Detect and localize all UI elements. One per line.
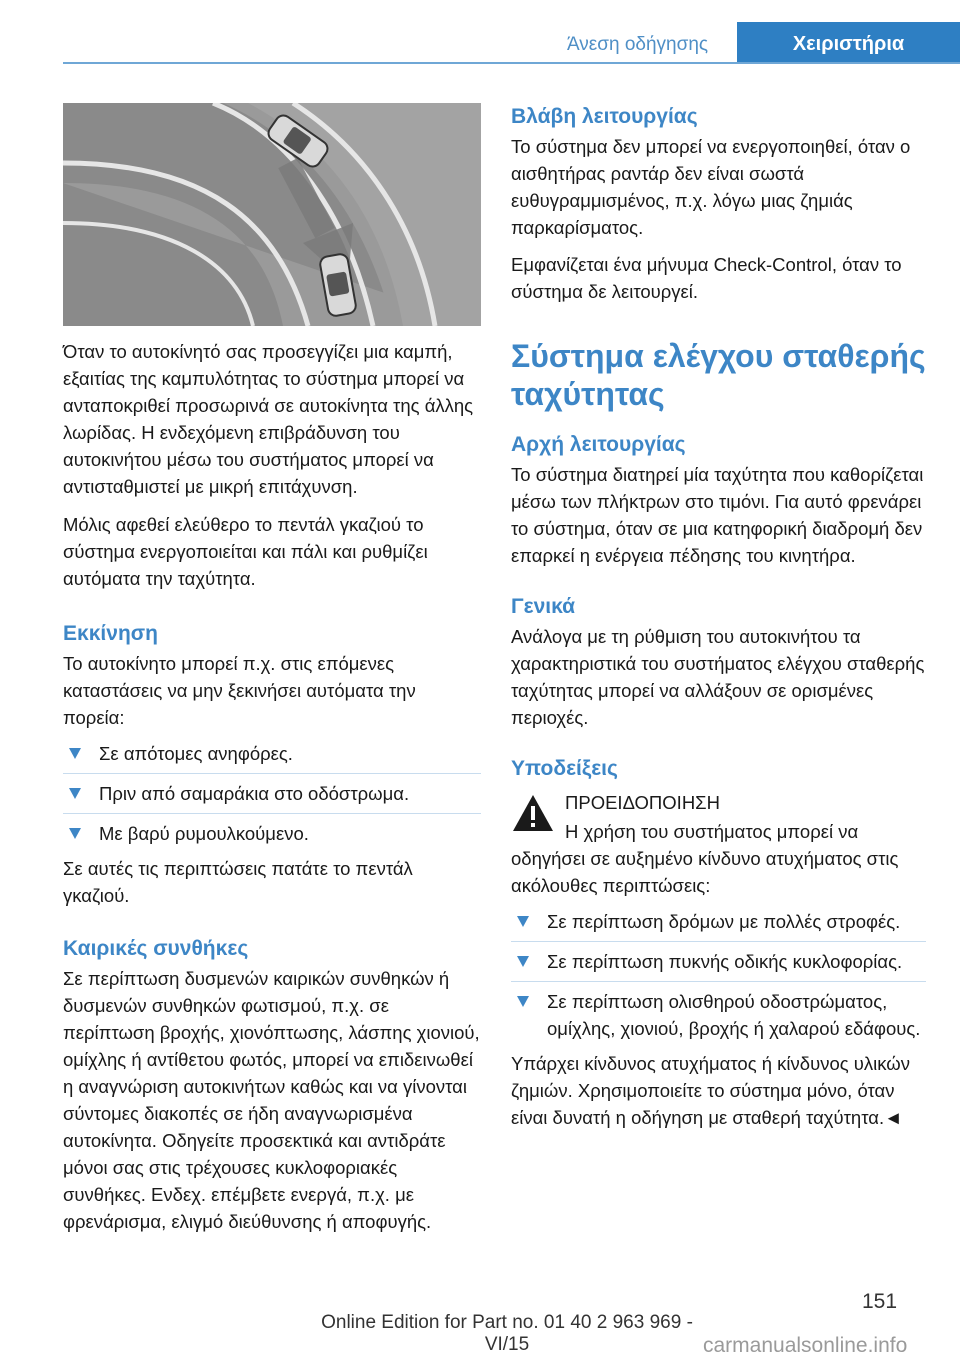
- warning-triangle-icon: [511, 793, 555, 833]
- header-chapter-tab: Χειριστήρια: [737, 22, 960, 64]
- header-divider: [63, 62, 960, 64]
- cruise-control-title: Σύστημα ελέγχου σταθερής ταχύτητας: [511, 338, 926, 412]
- page-number: 151: [862, 1290, 898, 1313]
- start-heading: Εκκίνηση: [63, 622, 158, 645]
- header-section-title: Άνεση οδήγησης: [566, 34, 709, 55]
- start-paragraph: Το αυτοκίνητο μπορεί π.χ. στις επόμενες καταστάσεις να μην ξεκινήσει αυτόματα την πορεία:: [63, 653, 416, 728]
- list-item: Σε απότομες ανηφόρες.: [63, 736, 481, 773]
- bullet-triangle-icon: [69, 828, 81, 839]
- closing-paragraph: Υπάρχει κίνδυνος ατυχήματος ή κίνδυνος υλικών ζημιών. Χρησιμοποιείτε το σύστημα μόνο, όταν είναι δυνατή η οδήγηση με σταθερή ταχύτητα.◄: [511, 1053, 910, 1128]
- curve-lane-illustration: [63, 103, 481, 326]
- intro-paragraph: Όταν το αυτοκίνητό σας προσεγγίζει μια καμπή, εξαιτίας της καμπυλότητας το σύστημα μπορεί να ανταποκριθεί προσωρινά σε αυτοκίνητα της άλλης λωρίδας. Η ενδεχόμενη επιβράδυνση του αυτοκινήτου μέσω του συστήματος μπορεί να αντισταθμιστεί με μικρή επιτάχυνση.: [63, 341, 474, 497]
- general-heading: Γενικά: [511, 595, 576, 618]
- warning-list: [511, 904, 926, 1046]
- bullet-triangle-icon: [517, 916, 529, 927]
- bullet-triangle-icon: [69, 788, 81, 799]
- malfunction-heading: Βλάβη λειτουργίας: [511, 105, 698, 128]
- weather-paragraph: Σε περίπτωση δυσμενών καιρικών συνθηκών ή δυσμενών συνθηκών φωτισμού, π.χ. σε περίπτωση βροχής, χιονόπτωσης, λάσπης χιονιού, ομίχλης ή αντίθετου φωτός, μπορεί να επιδεινωθεί η αναγνώριση αυτοκινήτων καθώς και να γίνονται σύντομες διακοπές σε ήδη αναγνωρισμένα αυτοκίνητα. Οδηγείτε προσεκτικά και αντιδράτε μόνοι σας στις τρέχουσες κυκλοφοριακές συνθήκες. Ενδεχ. επέμβετε ενεργά, π.χ. με φρενάρισμα, ελιγμό διεύθυνσης ή αποφυγής.: [63, 968, 480, 1232]
- list-item: Σε περίπτωση πυκνής οδικής κυκλοφορίας.: [511, 942, 926, 981]
- warning-label: ΠΡΟΕΙΔΟΠΟΙΗΣΗ: [565, 792, 720, 813]
- bullet-triangle-icon: [517, 956, 529, 967]
- general-paragraph: Ανάλογα με τη ρύθμιση του αυτοκινήτου τα χαρακτηριστικά του συστήματος ελέγχου σταθερής ταχύτητας μπορεί να αλλάξουν σε ορισμένες περιοχές.: [511, 626, 925, 728]
- edition-footer: Online Edition for Part no. 01 40 2 963 969 - VI/15: [321, 1312, 693, 1355]
- list-item: Πριν από σαμαράκια στο οδόστρωμα.: [63, 774, 481, 813]
- bullet-triangle-icon: [69, 748, 81, 759]
- list-item: Με βαρύ ρυμουλκούμενο.: [63, 814, 481, 851]
- principle-heading: Αρχή λειτουργίας: [511, 433, 686, 456]
- bullet-triangle-icon: [517, 996, 529, 1007]
- watermark-text: carmanualsonline.info: [703, 1334, 908, 1357]
- list-item: Σε περίπτωση δρόμων με πολλές στροφές.: [511, 904, 926, 941]
- release-paragraph: Μόλις αφεθεί ελεύθερο το πεντάλ γκαζιού το σύστημα ενεργοποιείται και πάλι και ρυθμίζει αυτόματα την ταχύτητα.: [63, 514, 428, 589]
- start-after-paragraph: Σε αυτές τις περιπτώσεις πατάτε το πεντάλ γκαζιού.: [63, 858, 413, 906]
- principle-paragraph: Το σύστημα διατηρεί μία ταχύτητα που καθορίζεται μέσω των πλήκτρων στο τιμόνι. Για αυτό φρενάρει το σύστημα, όταν σε μια κατηφορική διαδρομή δεν επαρκεί η ενέργεια πέδησης του κινητήρα.: [511, 464, 924, 566]
- malfunction-paragraph-1: Το σύστημα δεν μπορεί να ενεργοποιηθεί, όταν ο αισθητήρας ραντάρ δεν είναι σωστά ευθυγραμμισμένος, π.χ. λόγω μιας ζημιάς παρκαρίσματος.: [511, 136, 911, 238]
- list-item: Σε περίπτωση ολισθηρού οδοστρώματος, ομίχλης, χιονιού, βροχής ή χαλαρού εδάφους.: [511, 982, 926, 1046]
- start-list: [63, 736, 481, 851]
- weather-heading: Καιρικές συνθήκες: [63, 937, 249, 960]
- warning-block: [511, 789, 926, 816]
- warning-paragraph: Η χρήση του συστήματος μπορεί να οδηγήσει σε αυξημένο κίνδυνο ατυχήματος στις ακόλουθες περιπτώσεις:: [511, 821, 899, 896]
- notes-heading: Υποδείξεις: [511, 757, 618, 780]
- malfunction-paragraph-2: Εμφανίζεται ένα μήνυμα Check-Control, όταν το σύστημα δε λειτουργεί.: [511, 254, 902, 302]
